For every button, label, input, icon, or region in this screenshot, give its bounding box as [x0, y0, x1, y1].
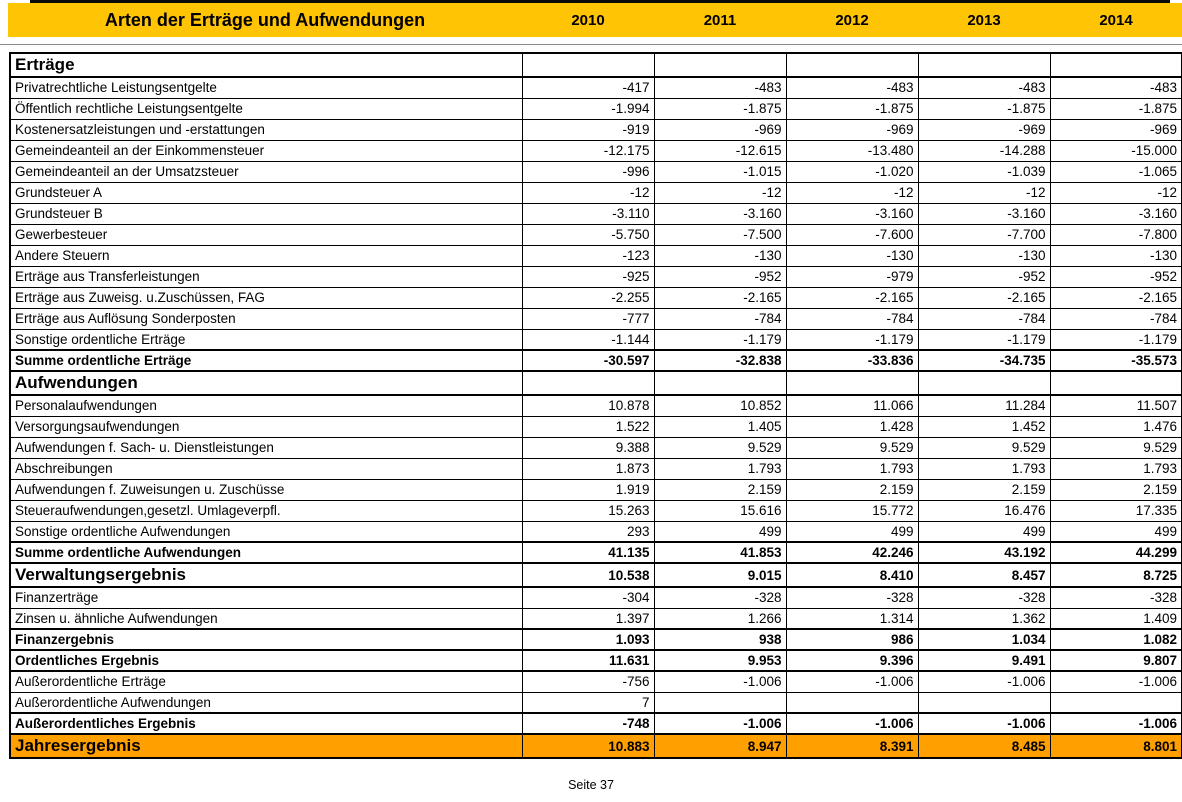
row-value: 499: [786, 521, 918, 542]
page-title: Arten der Erträge und Aufwendungen: [104, 9, 426, 30]
row-value: -3.110: [522, 203, 654, 224]
row-value: 499: [918, 521, 1050, 542]
row-value: -1.015: [654, 161, 786, 182]
row-value: 9.953: [654, 650, 786, 671]
row-value: -130: [918, 245, 1050, 266]
row-value: 9.015: [654, 563, 786, 587]
row-value: 9.529: [654, 437, 786, 458]
row-label: Abschreibungen: [10, 458, 522, 479]
row-label: Verwaltungsergebnis: [10, 563, 522, 587]
row-value: -3.160: [654, 203, 786, 224]
year-column-header-2011: 2011: [703, 11, 737, 29]
row-value: 15.616: [654, 500, 786, 521]
row-value: [1050, 692, 1182, 713]
table-row: [10, 521, 1182, 542]
year-column-header-2010: 2010: [571, 11, 605, 29]
row-value: -969: [918, 119, 1050, 140]
row-value: -483: [918, 77, 1050, 98]
row-value: -1.006: [1050, 713, 1182, 734]
row-value: -12: [1050, 182, 1182, 203]
row-value: -1.006: [654, 671, 786, 692]
row-value: -7.700: [918, 224, 1050, 245]
row-label: Andere Steuern: [10, 245, 522, 266]
table-row: [10, 287, 1182, 308]
row-value: 43.192: [918, 542, 1050, 563]
row-value: -12: [522, 182, 654, 203]
row-value: -30.597: [522, 350, 654, 371]
row-value: [918, 371, 1050, 395]
row-label: Erträge: [10, 53, 522, 77]
row-value: 986: [786, 629, 918, 650]
row-value: 1.093: [522, 629, 654, 650]
row-value: 41.135: [522, 542, 654, 563]
row-value: 8.947: [654, 734, 786, 758]
row-value: 10.878: [522, 395, 654, 416]
row-value: -996: [522, 161, 654, 182]
table-row: [10, 224, 1182, 245]
row-value: -7.500: [654, 224, 786, 245]
row-value: -784: [786, 308, 918, 329]
row-value: -2.255: [522, 287, 654, 308]
row-value: -748: [522, 713, 654, 734]
row-value: -35.573: [1050, 350, 1182, 371]
row-value: -12.175: [522, 140, 654, 161]
row-value: 1.793: [918, 458, 1050, 479]
row-label: Privatrechtliche Leistungsentgelte: [10, 77, 522, 98]
row-value: -1.179: [1050, 329, 1182, 350]
row-value: -33.836: [786, 350, 918, 371]
row-label: Gemeindeanteil an der Einkommensteuer: [10, 140, 522, 161]
row-label: Gemeindeanteil an der Umsatzsteuer: [10, 161, 522, 182]
report-table-body: [10, 53, 1182, 758]
table-row: [10, 53, 1182, 77]
row-value: 293: [522, 521, 654, 542]
row-label: Aufwendungen f. Zuweisungen u. Zuschüsse: [10, 479, 522, 500]
row-value: -328: [654, 587, 786, 608]
row-value: 1.452: [918, 416, 1050, 437]
row-value: 1.476: [1050, 416, 1182, 437]
table-row: [10, 395, 1182, 416]
row-value: 8.457: [918, 563, 1050, 587]
row-label: Sonstige ordentliche Erträge: [10, 329, 522, 350]
row-value: 1.522: [522, 416, 654, 437]
table-row: [10, 98, 1182, 119]
row-value: -952: [654, 266, 786, 287]
row-value: 10.538: [522, 563, 654, 587]
row-value: -34.735: [918, 350, 1050, 371]
row-value: -969: [786, 119, 918, 140]
row-value: -32.838: [654, 350, 786, 371]
table-row: [10, 182, 1182, 203]
row-value: [786, 692, 918, 713]
row-value: -777: [522, 308, 654, 329]
row-value: -328: [786, 587, 918, 608]
row-value: -1.039: [918, 161, 1050, 182]
row-value: -1.875: [1050, 98, 1182, 119]
row-value: -12: [654, 182, 786, 203]
table-row: [10, 713, 1182, 734]
row-label: Finanzergebnis: [10, 629, 522, 650]
row-value: -1.006: [786, 671, 918, 692]
header-divider: [0, 44, 1182, 45]
row-label: Grundsteuer A: [10, 182, 522, 203]
row-value: -952: [918, 266, 1050, 287]
table-row: [10, 500, 1182, 521]
row-value: -1.006: [918, 671, 1050, 692]
table-row: [10, 437, 1182, 458]
row-value: 11.507: [1050, 395, 1182, 416]
year-column-header-2013: 2013: [967, 11, 1001, 29]
row-value: -784: [1050, 308, 1182, 329]
row-value: 16.476: [918, 500, 1050, 521]
row-value: -3.160: [1050, 203, 1182, 224]
row-value: 15.263: [522, 500, 654, 521]
row-label: Aufwendungen: [10, 371, 522, 395]
row-value: [654, 53, 786, 77]
row-value: [786, 371, 918, 395]
table-row: [10, 608, 1182, 629]
row-value: -1.875: [654, 98, 786, 119]
table-row: [10, 458, 1182, 479]
row-label: Erträge aus Transferleistungen: [10, 266, 522, 287]
row-value: -12: [918, 182, 1050, 203]
table-row: [10, 371, 1182, 395]
row-value: 1.266: [654, 608, 786, 629]
row-label: Finanzerträge: [10, 587, 522, 608]
row-value: [918, 53, 1050, 77]
row-value: -756: [522, 671, 654, 692]
row-value: 10.883: [522, 734, 654, 758]
table-row: [10, 119, 1182, 140]
row-value: [1050, 371, 1182, 395]
row-value: 2.159: [1050, 479, 1182, 500]
row-label: Zinsen u. ähnliche Aufwendungen: [10, 608, 522, 629]
row-label: Erträge aus Auflösung Sonderposten: [10, 308, 522, 329]
row-value: 2.159: [786, 479, 918, 500]
row-value: 1.919: [522, 479, 654, 500]
table-row: [10, 350, 1182, 371]
row-value: -1.065: [1050, 161, 1182, 182]
row-value: 2.159: [654, 479, 786, 500]
row-value: -2.165: [1050, 287, 1182, 308]
row-label: Kostenersatzleistungen und -erstattungen: [10, 119, 522, 140]
row-label: Außerordentliches Ergebnis: [10, 713, 522, 734]
row-value: -1.994: [522, 98, 654, 119]
row-label: Öffentlich rechtliche Leistungsentgelte: [10, 98, 522, 119]
row-value: 1.397: [522, 608, 654, 629]
row-value: -483: [1050, 77, 1182, 98]
row-value: 9.388: [522, 437, 654, 458]
row-value: 9.529: [786, 437, 918, 458]
row-label: Außerordentliche Erträge: [10, 671, 522, 692]
row-value: -7.600: [786, 224, 918, 245]
row-value: -3.160: [786, 203, 918, 224]
row-label: Steueraufwendungen,gesetzl. Umlageverpfl.: [10, 500, 522, 521]
row-value: 11.066: [786, 395, 918, 416]
table-row: [10, 563, 1182, 587]
row-value: -5.750: [522, 224, 654, 245]
report-table-wrap: [9, 52, 1181, 759]
row-value: -417: [522, 77, 654, 98]
row-value: 8.801: [1050, 734, 1182, 758]
row-value: [918, 692, 1050, 713]
table-row: [10, 671, 1182, 692]
row-value: -1.020: [786, 161, 918, 182]
row-value: 1.314: [786, 608, 918, 629]
row-label: Ordentliches Ergebnis: [10, 650, 522, 671]
row-label: Aufwendungen f. Sach- u. Dienstleistungen: [10, 437, 522, 458]
table-row: [10, 692, 1182, 713]
row-value: -7.800: [1050, 224, 1182, 245]
row-value: 9.491: [918, 650, 1050, 671]
row-label: Grundsteuer B: [10, 203, 522, 224]
row-value: 11.284: [918, 395, 1050, 416]
table-row: [10, 266, 1182, 287]
table-row: [10, 542, 1182, 563]
row-value: -1.006: [1050, 671, 1182, 692]
row-value: -925: [522, 266, 654, 287]
year-column-header-2012: 2012: [835, 11, 869, 29]
row-value: 938: [654, 629, 786, 650]
row-value: -13.480: [786, 140, 918, 161]
row-value: 8.725: [1050, 563, 1182, 587]
row-value: [654, 692, 786, 713]
row-value: -483: [786, 77, 918, 98]
row-label: Summe ordentliche Aufwendungen: [10, 542, 522, 563]
row-value: 499: [654, 521, 786, 542]
row-value: 11.631: [522, 650, 654, 671]
table-row: [10, 479, 1182, 500]
table-row: [10, 203, 1182, 224]
row-value: 44.299: [1050, 542, 1182, 563]
row-label: Gewerbesteuer: [10, 224, 522, 245]
row-label: Erträge aus Zuweisg. u.Zuschüssen, FAG: [10, 287, 522, 308]
row-value: -2.165: [654, 287, 786, 308]
table-row: [10, 329, 1182, 350]
row-value: 1.409: [1050, 608, 1182, 629]
table-row: [10, 77, 1182, 98]
row-value: -328: [1050, 587, 1182, 608]
row-value: -12: [786, 182, 918, 203]
row-value: -969: [1050, 119, 1182, 140]
row-value: 15.772: [786, 500, 918, 521]
row-value: 7: [522, 692, 654, 713]
row-value: -130: [1050, 245, 1182, 266]
table-row: [10, 650, 1182, 671]
row-value: 1.793: [786, 458, 918, 479]
row-value: -1.875: [786, 98, 918, 119]
row-value: [522, 53, 654, 77]
row-value: 1.034: [918, 629, 1050, 650]
table-header-bar: [8, 3, 1182, 37]
row-value: -1.006: [786, 713, 918, 734]
row-value: -12.615: [654, 140, 786, 161]
row-value: -1.006: [918, 713, 1050, 734]
row-value: 9.396: [786, 650, 918, 671]
row-value: [1050, 53, 1182, 77]
row-label: Jahresergebnis: [10, 734, 522, 758]
row-value: -1.144: [522, 329, 654, 350]
row-value: -483: [654, 77, 786, 98]
row-label: Sonstige ordentliche Aufwendungen: [10, 521, 522, 542]
row-value: [522, 371, 654, 395]
row-value: -328: [918, 587, 1050, 608]
year-column-header-2014: 2014: [1099, 11, 1133, 29]
row-value: 499: [1050, 521, 1182, 542]
row-value: -784: [654, 308, 786, 329]
row-value: -979: [786, 266, 918, 287]
row-value: 1.405: [654, 416, 786, 437]
table-row: [10, 140, 1182, 161]
row-value: 8.485: [918, 734, 1050, 758]
row-value: 1.082: [1050, 629, 1182, 650]
row-value: 2.159: [918, 479, 1050, 500]
row-value: -919: [522, 119, 654, 140]
row-value: -1.179: [786, 329, 918, 350]
table-row: [10, 416, 1182, 437]
row-value: -123: [522, 245, 654, 266]
row-value: 10.852: [654, 395, 786, 416]
table-row: [10, 245, 1182, 266]
row-value: -15.000: [1050, 140, 1182, 161]
row-value: -2.165: [786, 287, 918, 308]
row-value: 9.529: [1050, 437, 1182, 458]
row-value: -2.165: [918, 287, 1050, 308]
row-value: -3.160: [918, 203, 1050, 224]
row-label: Personalaufwendungen: [10, 395, 522, 416]
row-label: Summe ordentliche Erträge: [10, 350, 522, 371]
row-value: -1.875: [918, 98, 1050, 119]
row-value: -1.006: [654, 713, 786, 734]
row-value: 1.793: [654, 458, 786, 479]
row-value: 8.391: [786, 734, 918, 758]
table-row: [10, 629, 1182, 650]
row-value: [654, 371, 786, 395]
row-value: 1.793: [1050, 458, 1182, 479]
row-value: -304: [522, 587, 654, 608]
row-value: -784: [918, 308, 1050, 329]
row-value: 1.873: [522, 458, 654, 479]
row-value: -969: [654, 119, 786, 140]
table-row: [10, 308, 1182, 329]
row-value: 41.853: [654, 542, 786, 563]
row-value: -130: [786, 245, 918, 266]
row-value: -952: [1050, 266, 1182, 287]
table-row: [10, 587, 1182, 608]
row-label: Versorgungsaufwendungen: [10, 416, 522, 437]
row-value: 8.410: [786, 563, 918, 587]
row-label: Außerordentliche Aufwendungen: [10, 692, 522, 713]
row-value: 17.335: [1050, 500, 1182, 521]
page-number: Seite 37: [568, 778, 614, 792]
row-value: -14.288: [918, 140, 1050, 161]
row-value: 1.428: [786, 416, 918, 437]
row-value: -1.179: [654, 329, 786, 350]
row-value: -1.179: [918, 329, 1050, 350]
row-value: 9.807: [1050, 650, 1182, 671]
row-value: 1.362: [918, 608, 1050, 629]
row-value: 42.246: [786, 542, 918, 563]
row-value: [786, 53, 918, 77]
table-row: [10, 161, 1182, 182]
row-value: 9.529: [918, 437, 1050, 458]
income-expense-table: [9, 52, 1182, 759]
table-row: [10, 734, 1182, 758]
row-value: -130: [654, 245, 786, 266]
